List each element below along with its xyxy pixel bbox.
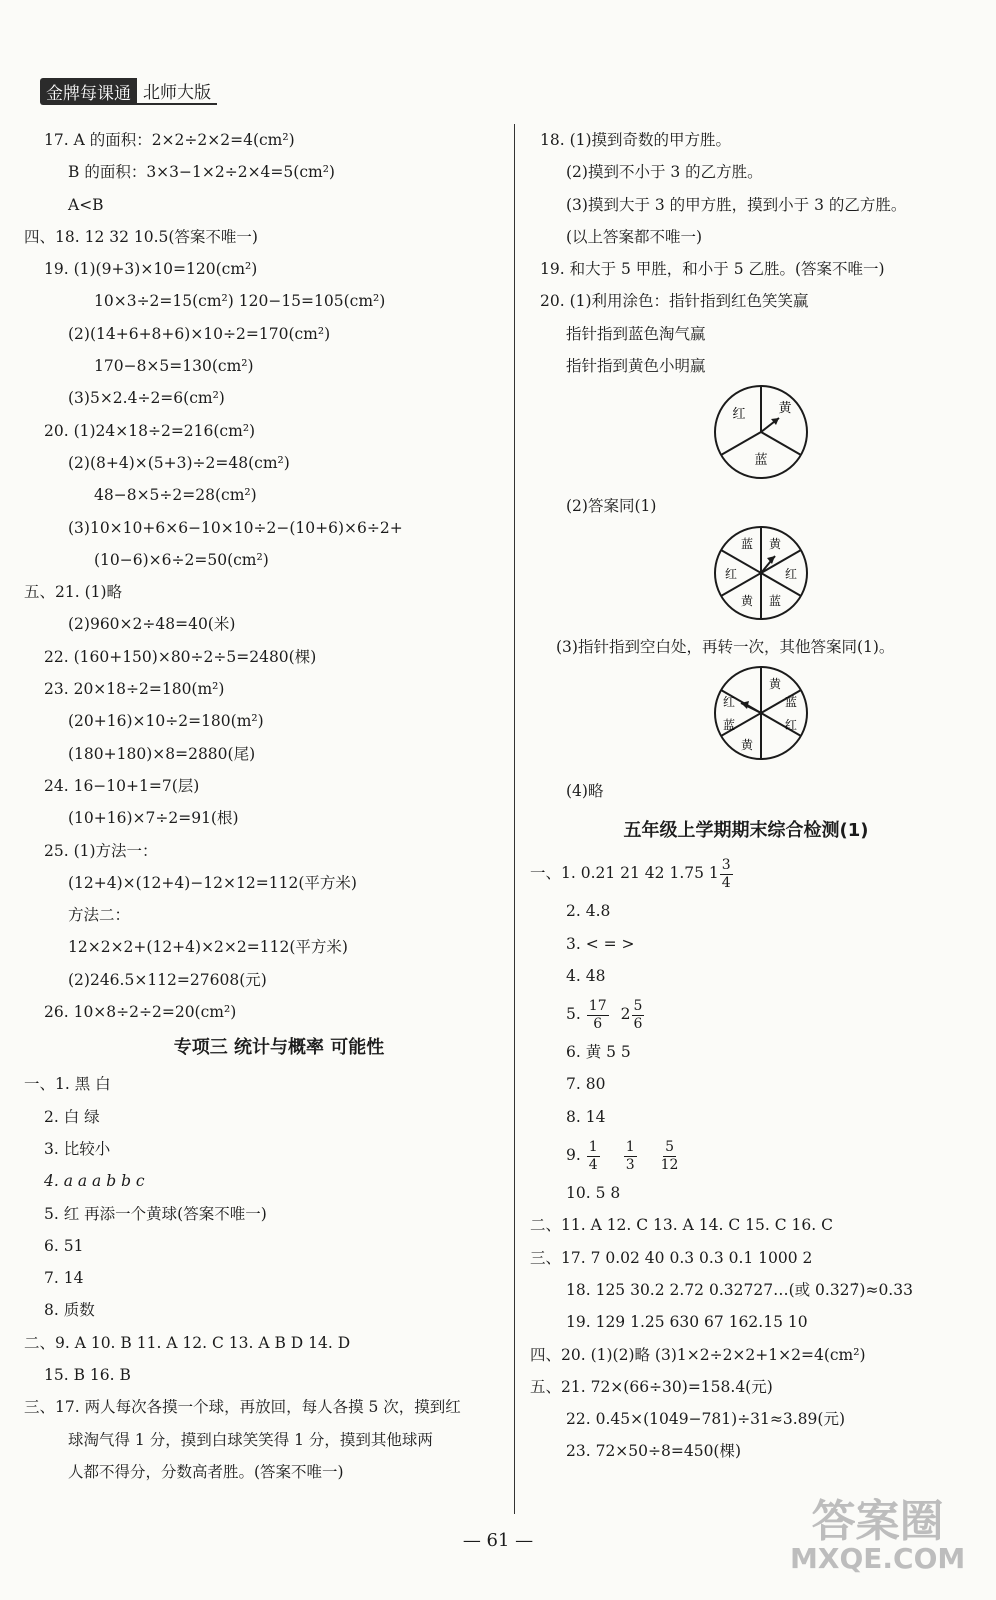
answer-line: A<B	[68, 195, 104, 214]
denominator: 4	[721, 874, 731, 891]
edition-label: 北师大版	[137, 78, 217, 105]
answer-line: 19. 129 1.25 630 67 162.15 10	[566, 1313, 808, 1332]
answer-text: 5.	[566, 1005, 581, 1024]
answer-line: (2)摸到不小于 3 的乙方胜。	[566, 163, 763, 182]
sector-label: 红	[724, 566, 738, 581]
spinner-6-sectors	[711, 523, 811, 623]
numerator: 3	[721, 856, 731, 873]
fraction	[587, 998, 609, 1033]
answer-line: (3)摸到大于 3 的甲方胜，摸到小于 3 的乙方胜。	[566, 195, 907, 214]
sector-label: 红	[784, 717, 798, 732]
fraction	[661, 1139, 679, 1174]
answer-line: 2. 4.8	[566, 902, 611, 921]
answer-line: 8. 14	[566, 1107, 606, 1126]
answer-line: (2)(14+6+8+6)×10÷2=170(cm²)	[68, 324, 331, 343]
spinner-3-sectors	[711, 382, 811, 482]
numerator: 5	[665, 1138, 675, 1155]
right-column	[526, 124, 966, 1468]
answer-line: 四、18. 12 32 10.5(答案不唯一)	[24, 227, 258, 246]
answer-line: 23. 72×50÷8=450(棵)	[566, 1442, 742, 1461]
answer-line: 二、9. A 10. B 11. A 12. C 13. A B D 14. D	[24, 1333, 351, 1352]
sector-label: 红	[722, 694, 736, 709]
column-divider	[514, 124, 515, 1514]
sector-label: 蓝	[754, 453, 768, 469]
sector-label: 黄	[768, 676, 782, 691]
sector-label: 红	[784, 566, 798, 581]
spinner-diagram-2	[526, 523, 966, 631]
answer-line: (以上答案都不唯一)	[566, 227, 703, 246]
answer-line: (3)10×10+6×6−10×10÷2−(10+6)×6÷2+	[68, 518, 403, 537]
header	[40, 78, 217, 105]
numerator: 1	[625, 1138, 635, 1155]
answer-line: 22. (160+150)×80÷2÷5=2480(棵)	[44, 647, 317, 666]
sector-label: 黄	[740, 737, 754, 752]
answer-line: 18. 125 30.2 2.72 0.32727…(或 0.327̇)≈0.33	[566, 1280, 913, 1299]
answer-line: (10+16)×7÷2=91(根)	[68, 809, 239, 828]
answer-line: 3. 比较小	[44, 1139, 111, 1158]
answer-line: 二、11. A 12. C 13. A 14. C 15. C 16. C	[530, 1216, 833, 1235]
sector-label: 蓝	[784, 694, 798, 709]
answer-line: 7. 80	[566, 1075, 606, 1094]
answer-line: 22. 0.45×(1049−781)÷31≈3.89(元)	[566, 1410, 845, 1429]
watermark-text: 答案圈	[811, 1496, 944, 1547]
answer-line: (3)指针指到空白处，再转一次，其他答案同(1)。	[556, 637, 895, 656]
answer-line: 23. 20×18÷2=180(m²)	[44, 680, 225, 699]
answer-line: (2)246.5×112=27608(元)	[68, 970, 267, 989]
answer-line: 19. 和大于 5 甲胜，和小于 5 乙胜。(答案不唯一)	[540, 260, 885, 279]
answer-line: 10×3÷2=15(cm²) 120−15=105(cm²)	[94, 292, 386, 311]
answer-line: (2)960×2÷48=40(米)	[68, 615, 236, 634]
answer-line: 48−8×5÷2=28(cm²)	[94, 486, 257, 505]
brand-label: 金牌每课通	[40, 78, 137, 105]
answer-line: 人都不得分，分数高者胜。(答案不唯一)	[68, 1462, 344, 1481]
sector-label: 蓝	[740, 536, 754, 551]
answer-line	[526, 992, 966, 1036]
fraction	[624, 1139, 637, 1174]
answer-text: 一、1. 0.21 21 42 1.75 1	[530, 864, 719, 883]
answer-line: 25. (1)方法一：	[44, 841, 158, 860]
answer-line: 26. 10×8÷2÷2=20(cm²)	[44, 1003, 237, 1022]
answer-line: (20+16)×10÷2=180(m²)	[68, 712, 264, 731]
answer-line: 10. 5 8	[566, 1184, 621, 1203]
page-number: — 61 —	[462, 1530, 534, 1551]
sector-label: 蓝	[768, 593, 782, 608]
answer-line: 12×2×2+(12+4)×2×2=112(平方米)	[68, 938, 348, 957]
fraction	[587, 1139, 600, 1174]
section-title: 五年级上学期期末综合检测(1)	[623, 820, 869, 842]
numerator: 1	[588, 1138, 598, 1155]
denominator: 3	[625, 1156, 635, 1173]
numerator: 17	[588, 997, 607, 1014]
left-column	[24, 124, 514, 1488]
answer-text: 9.	[566, 1146, 581, 1165]
sector-label: 红	[732, 407, 746, 423]
answer-line: 8. 质数	[44, 1301, 95, 1320]
answer-line: 18. (1)摸到奇数的甲方胜。	[540, 131, 732, 149]
answer-line: (4)略	[566, 781, 604, 800]
section-title: 专项三 统计与概率 可能性	[173, 1037, 385, 1059]
answer-line: 指针指到蓝色淘气赢	[566, 324, 706, 343]
answer-line: 2. 白 绿	[44, 1107, 100, 1126]
answer-line: 指针指到黄色小明赢	[566, 357, 706, 376]
mixed-whole: 2	[620, 1005, 631, 1024]
answer-line: 20. (1)24×18÷2=216(cm²)	[44, 421, 256, 440]
answer-line: 三、17. 7 0.02 40 0.3 0.3 0.1 1000 2	[530, 1248, 813, 1267]
answer-line: 6. 51	[44, 1236, 84, 1255]
numerator: 5	[633, 997, 643, 1014]
answer-line: 4. a a a b b c	[44, 1172, 145, 1191]
answer-line: 7. 14	[44, 1269, 84, 1288]
sector-label: 黄	[740, 593, 754, 608]
answer-line: (10−6)×6÷2=50(cm²)	[94, 550, 269, 569]
answer-line: 24. 16−10+1=7(层)	[44, 776, 200, 795]
denominator: 6	[593, 1015, 603, 1032]
answer-line: 15. B 16. B	[44, 1365, 131, 1384]
answer-line: 3. < = >	[566, 934, 635, 953]
answer-line: B 的面积：3×3−1×2÷2×4=5(cm²)	[68, 163, 335, 182]
answer-line: 五、21. 72×(66÷30)=158.4(元)	[530, 1377, 773, 1396]
answer-line: (3)5×2.4÷2=6(cm²)	[68, 389, 225, 408]
answer-line: 四、20. (1)(2)略 (3)1×2÷2×2+1×2=4(cm²)	[530, 1345, 866, 1364]
sector-label: 黄	[768, 536, 782, 551]
spinner-6-sectors-blank	[711, 663, 811, 763]
watermark-logo	[790, 1496, 966, 1575]
answer-line: 17. A 的面积：2×2÷2×2=4(cm²)	[44, 131, 295, 149]
answer-line: 170−8×5=130(cm²)	[94, 357, 254, 376]
answer-line: 20. (1)利用涂色：指针指到红色笑笑赢	[540, 292, 809, 311]
sector-label: 蓝	[722, 717, 736, 732]
fraction	[720, 857, 733, 892]
answer-line: (2)(8+4)×(5+3)÷2=48(cm²)	[68, 453, 290, 472]
answer-line: 4. 48	[566, 966, 606, 985]
answer-line: 5. 红 再添一个黄球(答案不唯一)	[44, 1204, 267, 1223]
answer-line: 方法二：	[68, 906, 131, 925]
answer-line: (180+180)×8=2880(尾)	[68, 744, 256, 763]
answer-line: 19. (1)(9+3)×10=120(cm²)	[44, 260, 258, 279]
spinner-diagram-3	[526, 663, 966, 771]
denominator: 6	[633, 1015, 643, 1032]
answer-line: 五、21. (1)略	[24, 583, 123, 602]
watermark-url: MXQE.COM	[790, 1542, 966, 1575]
answer-line	[526, 1133, 966, 1177]
answer-line	[526, 851, 966, 895]
answer-line: 一、1. 黑 白	[24, 1075, 111, 1094]
answer-line: (2)答案同(1)	[566, 497, 657, 516]
sector-label: 黄	[778, 401, 792, 417]
fraction	[632, 998, 645, 1033]
answer-line: (12+4)×(12+4)−12×12=112(平方米)	[68, 873, 357, 892]
answer-line: 6. 黄 5 5	[566, 1043, 631, 1062]
denominator: 12	[660, 1156, 679, 1173]
denominator: 4	[588, 1156, 598, 1173]
answer-line: 三、17. 两人每次各摸一个球，再放回，每人各摸 5 次，摸到红	[24, 1398, 461, 1417]
answer-line: 球淘气得 1 分，摸到白球笑笑得 1 分，摸到其他球两	[68, 1430, 433, 1449]
spinner-diagram-1	[526, 382, 966, 490]
